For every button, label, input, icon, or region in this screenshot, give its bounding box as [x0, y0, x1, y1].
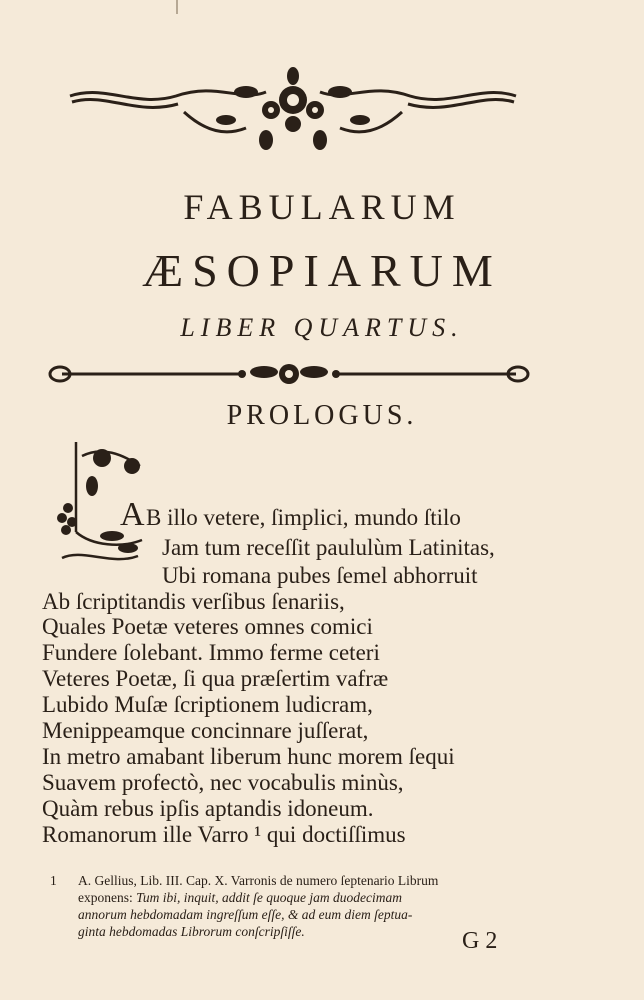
verse-line-2: Jam tum receſſit paululùm Latinitas,: [162, 535, 495, 560]
verse-line-1: B illo vetere, ſimplici, mundo ſtilo: [146, 505, 461, 530]
verse-line-10: In metro amabant liberum hunc morem ſequi: [42, 744, 455, 769]
floral-garland-ornament: [66, 62, 520, 162]
title-line-1: FABULARUM: [183, 187, 461, 227]
signature-mark: G 2: [462, 928, 498, 954]
margin-mark: [176, 0, 178, 14]
verse-line-6: Fundere ſolebant. Immo ferme ceteri: [42, 640, 380, 665]
footnote-line-1: A. Gellius, Lib. III. Cap. X. Varronis de numero ſeptenario Librum: [78, 873, 439, 888]
verse-line-7: Veteres Poetæ, ſi qua præſertim vafræ: [42, 666, 389, 691]
verse-line-4: Ab ſcriptitandis verſibus ſenariis,: [42, 589, 345, 614]
floral-rule-ornament: [42, 354, 536, 394]
verse-line-9: Menippeamque concinnare juſſerat,: [42, 718, 369, 743]
footnote-line-2: [78, 889, 402, 906]
footnote-line-2-roman: exponens:: [78, 890, 137, 905]
verse-line-3: Ubi romana pubes ſemel abhorruit: [162, 563, 478, 588]
drop-initial: A: [120, 496, 145, 533]
verse-line-12: Quàm rebus ipſis aptandis idoneum.: [42, 796, 374, 821]
footnote-line-3: annorum hebdomadam ingreſſum eſſe, & ad eum diem ſeptua-: [78, 907, 413, 922]
verse-line-5: Quales Poetæ veteres omnes comici: [42, 614, 373, 639]
subtitle: LIBER QUARTUS.: [180, 313, 464, 342]
footnote-line-2-italic: Tum ibi, inquit, addit ſe quoque jam duodecimam: [136, 890, 402, 905]
verse-line-11: Suavem profectò, nec vocabulis minùs,: [42, 770, 404, 795]
footnote-line-4: ginta hebdomadas Librorum conſcripſiſſe.: [78, 924, 305, 939]
title-line-2: ÆSOPIARUM: [142, 245, 502, 296]
verse-line-13: Romanorum ille Varro ¹ qui doctiſſimus: [42, 822, 406, 847]
verse-line-8: Lubido Muſæ ſcriptionem ludicram,: [42, 692, 373, 717]
section-heading: PROLOGUS.: [226, 400, 418, 431]
footnote-number: 1: [50, 873, 57, 888]
